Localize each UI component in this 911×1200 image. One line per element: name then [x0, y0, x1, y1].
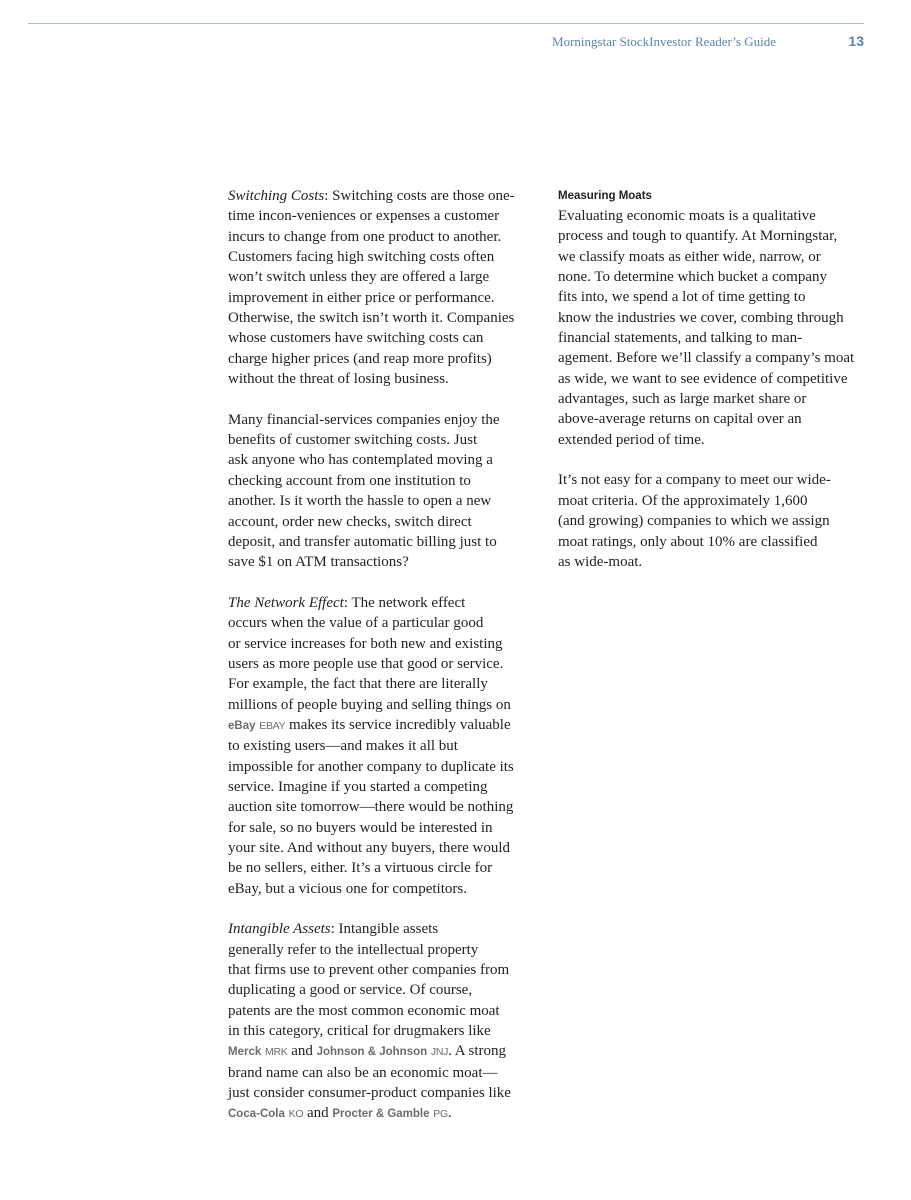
- switching-costs-paragraph: Switching Costs: Switching costs are those one- time incon-veniences or expenses a customer incurs to change from one product to another. Customers facing high switching costs often won’t switch unless they are offered a large improvement in either price or performance. Otherwise, the switch isn’t worth it. Companies whose customers have switching costs can charge higher prices (and reap more profits) without the threat of losing business.: [228, 188, 515, 388]
- measuring-moats-paragraph: Evaluating economic moats is a qualitative process and tough to quantify. At Morningstar, we classify moats as either wide, narrow, or none. To determine which bucket a company fits into, we spend a lot of time getting to know the industries we cover, combing through financial statements, and talking to man- agement. Before we’ll classify a company’s moat as wide, we want to see evidence of competitive advantages, such as large market share or above-average returns on capital over an extended period of time.: [558, 208, 855, 448]
- company-name-coca-cola: Coca-Cola: [228, 1108, 285, 1121]
- network-effect-term: The Network Effect: [228, 594, 344, 611]
- intangible-assets-paragraph: Intangible Assets: Intangible assets generally refer to the intellectual property that firms use to prevent other companies from duplicating a good or service. Of course, patents are the most common economic moat in this category, critical for drugmakers like Merck MRK and Johnson & Johnson JNJ. A strong brand name can also be an economic moat— just consider consumer-product companies like Coca-Cola KO and Procter & Gamble PG.: [228, 921, 511, 1122]
- wide-moat-criteria-paragraph: It’s not easy for a company to meet our wide- moat criteria. Of the approximately 1,600 (and growing) companies to which we assign moat ratings, only about 10% are classified as wide-moat.: [558, 472, 831, 570]
- page-number: 13: [848, 33, 864, 49]
- company-name-merck: Merck: [228, 1046, 262, 1059]
- ticker-ko: KO: [288, 1108, 304, 1121]
- running-header-title: Morningstar StockInvestor Reader’s Guide: [552, 34, 776, 49]
- ticker-mrk: MRK: [265, 1046, 288, 1059]
- network-effect-paragraph: The Network Effect: The network effect occurs when the value of a particular good or service increases for both new and existing users as more people use that good or service. For example, the fact that there are literally millions of people buying and selling things on eBay EBAY makes its service incredibly valuable to existing users—and makes it all but impossible for another company to duplicate its service. Imagine if you started a competing auction site tomorrow—there would be nothing for sale, so no buyers would be interested in your site. And without any buyers, there would be no sellers, either. It’s a virtuous circle for eBay, but a vicious one for competitors.: [228, 594, 514, 897]
- left-column: [228, 186, 540, 1145]
- company-name-procter-gamble: Procter & Gamble: [332, 1108, 430, 1121]
- section-heading-measuring-moats: Measuring Moats: [558, 190, 652, 202]
- ticker-pg: PG: [433, 1108, 448, 1121]
- ticker-ebay: EBAY: [259, 719, 286, 732]
- company-name-jnj: Johnson & Johnson: [316, 1046, 428, 1059]
- ticker-jnj: JNJ: [430, 1046, 449, 1059]
- right-column: [558, 186, 868, 593]
- switching-costs-term: Switching Costs: [228, 188, 325, 204]
- financial-services-paragraph: Many financial-services companies enjoy the benefits of customer switching costs. Just ask anyone who has contemplated moving a checking account from one institution to another. Is it worth the hassle to open a new account, order new checks, switch direct deposit, and transfer automatic billing just to save $1 on ATM transactions?: [228, 411, 500, 571]
- company-name-ebay: eBay: [228, 719, 256, 732]
- intangible-assets-term: Intangible Assets: [228, 921, 331, 938]
- header-rule: [28, 23, 864, 24]
